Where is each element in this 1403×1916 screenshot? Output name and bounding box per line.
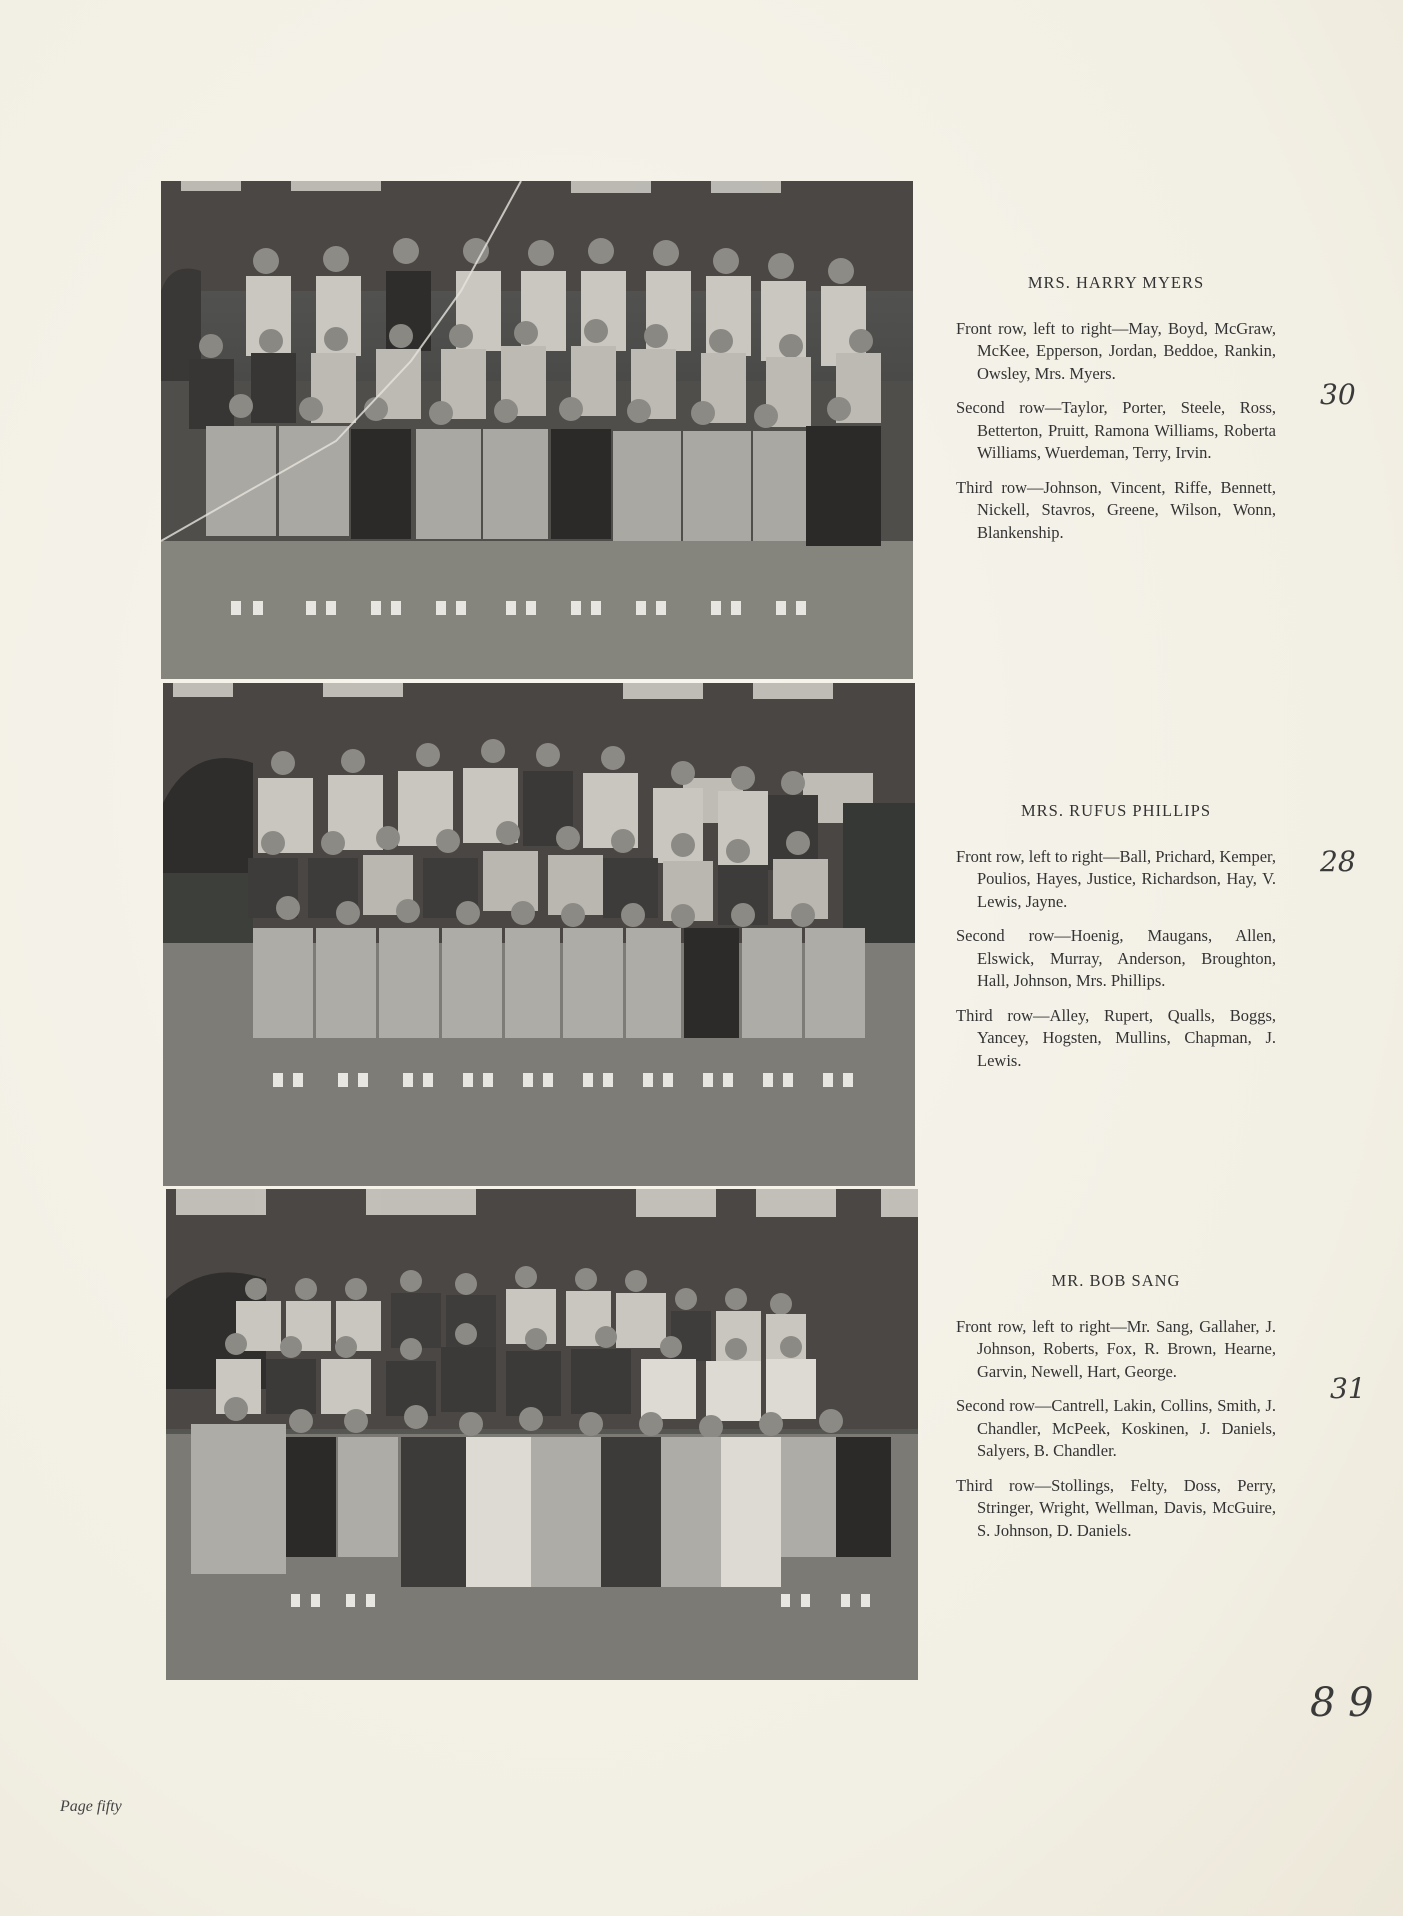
second-row-names: Second row—Taylor, Porter, Steele, Ross, Betterton, Pruitt, Ramona Williams, Roberta Williams, Wuerdeman, Terry, Irvin. <box>956 398 1276 462</box>
handwritten-count: 31 <box>1330 1372 1366 1405</box>
caption-sang <box>956 1270 1276 1554</box>
front-row-names: Front row, left to right—Ball, Prichard, Kemper, Poulios, Hayes, Justice, Richardson, Hay, V. Lewis, Jayne. <box>956 846 1276 911</box>
caption-myers <box>956 272 1276 556</box>
second-row-names: Second row—Hoenig, Maugans, Allen, Elswick, Murray, Anderson, Broughton, Hall, Johnson, Mrs. Phillips. <box>956 926 1276 990</box>
caption-phillips <box>956 800 1276 1084</box>
third-row-names: Third row—Stollings, Felty, Doss, Perry, Stringer, Wright, Wellman, Davis, McGuire, S. Johnson, D. Daniels. <box>956 1475 1276 1540</box>
class-photo-sang <box>166 1189 918 1680</box>
second-row-names: Second row—Cantrell, Lakin, Collins, Smith, J. Chandler, McPeek, Koskinen, J. Daniels, Salyers, B. Chandler. <box>956 1396 1276 1460</box>
handwritten-count: 28 <box>1320 845 1356 878</box>
front-row-names: Front row, left to right—May, Boyd, McGraw, McKee, Epperson, Jordan, Beddoe, Rankin, Owsley, Mrs. Myers. <box>956 318 1276 383</box>
third-row-names: Third row—Alley, Rupert, Qualls, Boggs, Yancey, Hogsten, Mullins, Chapman, J. Lewis. <box>956 1005 1276 1070</box>
handwritten-page-number: 8 9 <box>1310 1680 1374 1726</box>
teacher-name: MRS. RUFUS PHILLIPS <box>1020 801 1211 820</box>
handwritten-count: 30 <box>1320 378 1356 411</box>
page-label: Page fifty <box>60 1798 122 1815</box>
class-photo-phillips <box>163 683 915 1186</box>
third-row-names: Third row—Johnson, Vincent, Riffe, Bennett, Nickell, Stavros, Greene, Wilson, Wonn, Blankenship. <box>956 477 1276 542</box>
front-row-names: Front row, left to right—Mr. Sang, Gallaher, J. Johnson, Roberts, Fox, R. Brown, Hearne, Garvin, Newell, Hart, George. <box>956 1316 1276 1381</box>
class-photo-myers <box>161 181 913 679</box>
teacher-name: MR. BOB SANG <box>1051 1271 1181 1290</box>
teacher-name: MRS. HARRY MYERS <box>1027 273 1205 292</box>
